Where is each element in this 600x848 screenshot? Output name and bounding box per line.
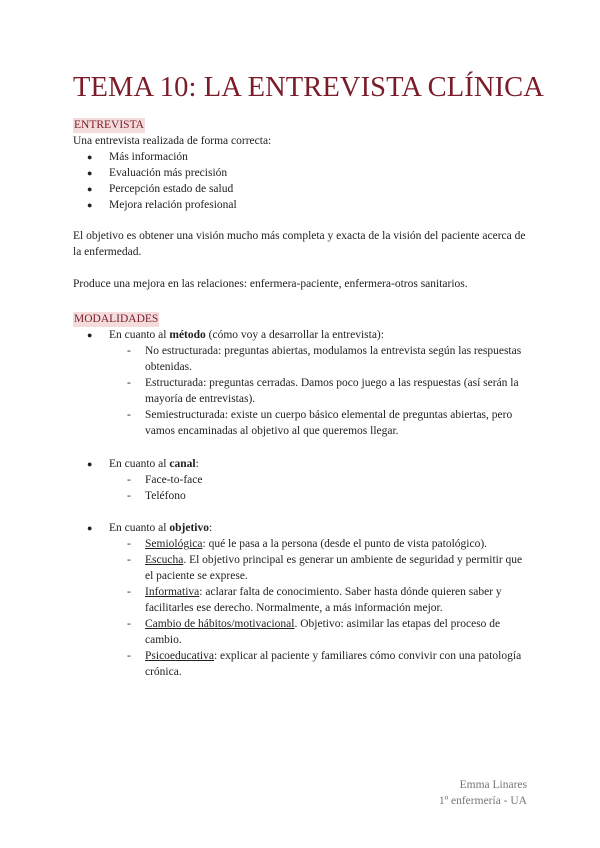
list-item: - Psicoeducativa: explicar al paciente y familiares cómo convivir con una patología crónica. (127, 650, 522, 678)
list-item: - Escucha. El objetivo principal es generar un ambiente de seguridad y permitir que el paciente se exprese. (127, 554, 523, 582)
list-item: - Teléfono (127, 490, 186, 502)
metodo-sublist (73, 343, 533, 439)
dash-icon: - (127, 586, 131, 598)
modalidades-canal-block (73, 456, 533, 504)
dash-icon: - (127, 345, 131, 357)
modalidades-objetivo (73, 520, 533, 536)
bullet-icon: ● (87, 459, 93, 469)
dash-icon: - (127, 474, 131, 486)
keyword-objetivo: objetivo (169, 522, 209, 534)
page-title: TEMA 10: LA ENTREVISTA CLÍNICA (73, 72, 544, 103)
bullet-icon: ● (87, 330, 93, 340)
bullet-icon: ● (87, 168, 93, 178)
keyword-metodo: método (169, 329, 206, 341)
term-cambio-habitos: Cambio de hábitos/motivacional (145, 618, 295, 630)
bullet-icon: ● (87, 523, 93, 533)
section-label-entrevista: ENTREVISTA (74, 119, 144, 131)
dash-icon: - (127, 409, 131, 421)
bullet-icon: ● (87, 152, 93, 162)
list-item: - Informativa: aclarar falta de conocimiento. Saber hasta dónde quieren saber y facilitarles ese derecho. Normalmente, a más información mejor. (127, 586, 502, 614)
list-item: ● En cuanto al método (cómo voy a desarrollar la entrevista): (87, 329, 384, 341)
entrevista-bullet-list (73, 149, 533, 213)
term-informativa: Informativa (145, 586, 200, 598)
bullet-icon: ● (87, 200, 93, 210)
list-item: ● Evaluación más precisión (87, 167, 228, 179)
list-item: - Semiestructurada: existe un cuerpo básico elemental de preguntas abiertas, pero vamos encaminadas al objetivo al que queremos llegar. (127, 409, 513, 437)
canal-sublist (73, 472, 533, 504)
dash-icon: - (127, 618, 131, 630)
list-item: ● Mejora relación profesional (87, 199, 237, 211)
objetivo-sublist (73, 536, 533, 680)
entrevista-section (73, 115, 533, 213)
list-item: - Estructurada: preguntas cerradas. Damos poco juego a las respuestas (así serán la mayoría de entrevistas). (127, 377, 519, 405)
term-semiologica: Semiológica (145, 538, 203, 550)
list-item: - Semiológica: qué le pasa a la persona (desde el punto de vista patológico). (127, 538, 488, 550)
term-escucha: Escucha (145, 554, 184, 566)
modalidades-canal (73, 456, 533, 472)
dash-icon: - (127, 554, 131, 566)
entrevista-intro: Una entrevista realizada de forma correcta: (73, 135, 272, 147)
list-item: ● En cuanto al canal: (87, 458, 199, 470)
modalidades-metodo (73, 327, 533, 343)
dash-icon: - (127, 538, 131, 550)
entrevista-paragraph-objetivo: El objetivo es obtener una visión mucho más completa y exacta de la visión del paciente acerca de la enfermedad. (73, 230, 526, 258)
page-footer (439, 777, 527, 809)
bullet-icon: ● (87, 184, 93, 194)
list-item: ● Más información (87, 151, 188, 163)
keyword-canal: canal (169, 458, 196, 470)
modalidades-section (73, 309, 533, 439)
dash-icon: - (127, 650, 131, 662)
footer-course: 1º enfermería - UA (438, 795, 527, 807)
list-item: - No estructurada: preguntas abiertas, modulamos la entrevista según las respuestas obtenidas. (127, 345, 522, 373)
section-label-modalidades: MODALIDADES (74, 313, 159, 325)
list-item: ● Percepción estado de salud (87, 183, 234, 195)
list-item: - Face-to-face (127, 474, 203, 486)
footer-author: Emma Linares (459, 779, 527, 791)
list-item: - Cambio de hábitos/motivacional. Objetivo: asimilar las etapas del proceso de cambio. (127, 618, 501, 646)
dash-icon: - (127, 377, 131, 389)
list-item: ● En cuanto al objetivo: (87, 522, 213, 534)
dash-icon: - (127, 490, 131, 502)
entrevista-paragraph-relaciones: Produce una mejora en las relaciones: enfermera-paciente, enfermera-otros sanitarios. (73, 278, 468, 290)
modalidades-objetivo-block (73, 520, 533, 680)
term-psicoeducativa: Psicoeducativa (145, 650, 214, 662)
